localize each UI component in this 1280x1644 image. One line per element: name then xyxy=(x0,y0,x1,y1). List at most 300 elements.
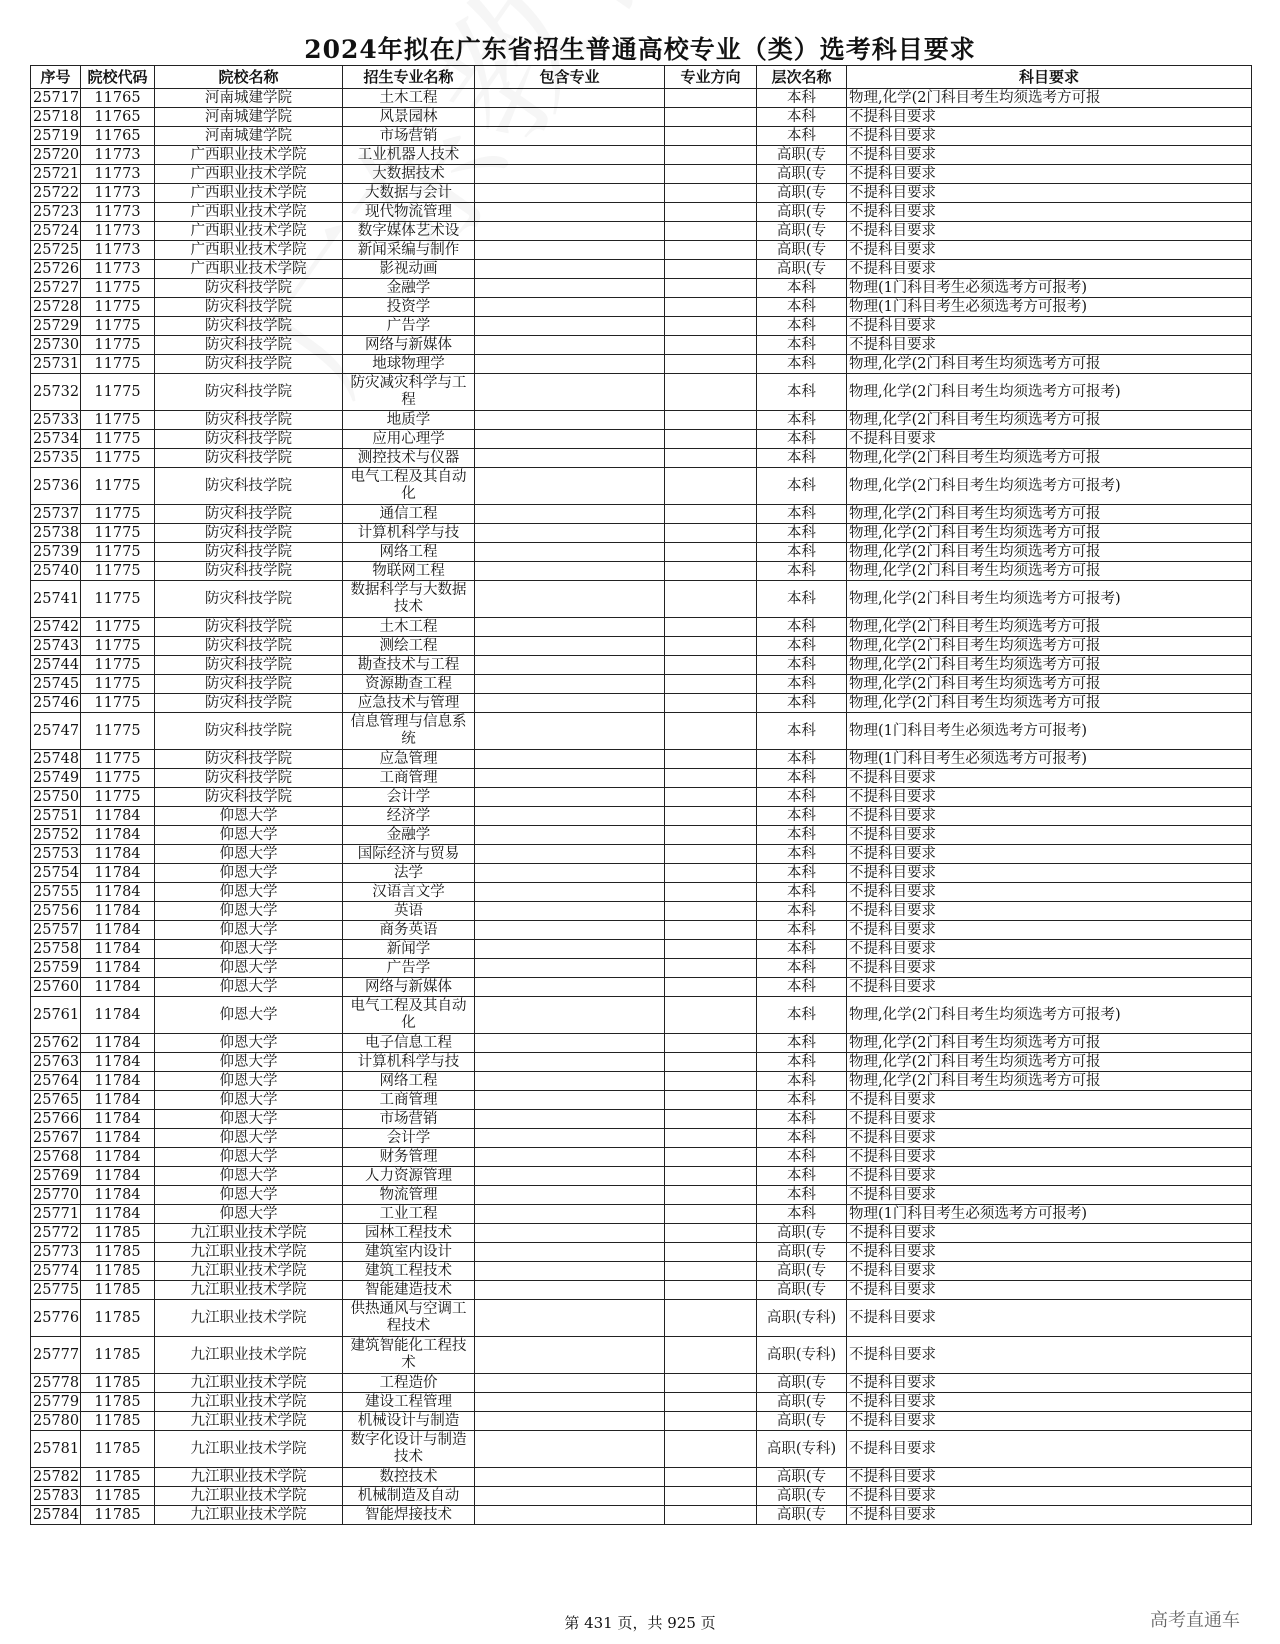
table-cell: 仰恩大学 xyxy=(155,883,343,902)
table-cell: 高职(专 xyxy=(757,184,847,203)
table-cell: 25718 xyxy=(31,108,81,127)
table-cell xyxy=(665,618,757,637)
table-cell xyxy=(665,1506,757,1525)
table-cell: 本科 xyxy=(757,1129,847,1148)
table-cell: 不提科目要求 xyxy=(847,826,1252,845)
table-cell: 高职(专科) xyxy=(757,1300,847,1337)
table-cell: 11775 xyxy=(81,675,155,694)
table-cell: 物理(1门科目考生必须选考方可报考) xyxy=(847,713,1252,750)
table-cell: 不提科目要求 xyxy=(847,1243,1252,1262)
table-cell: 25717 xyxy=(31,89,81,108)
table-cell: 测绘工程 xyxy=(343,637,475,656)
table-cell xyxy=(665,279,757,298)
table-cell: 物联网工程 xyxy=(343,562,475,581)
table-row xyxy=(31,1034,1252,1053)
table-cell xyxy=(665,355,757,374)
table-cell: 防灾科技学院 xyxy=(155,694,343,713)
table-cell: 风景园林 xyxy=(343,108,475,127)
table-cell: 河南城建学院 xyxy=(155,89,343,108)
table-cell: 11775 xyxy=(81,618,155,637)
table-cell: 不提科目要求 xyxy=(847,1224,1252,1243)
table-cell: 25765 xyxy=(31,1091,81,1110)
table-cell: 不提科目要求 xyxy=(847,769,1252,788)
table-cell: 25741 xyxy=(31,581,81,618)
table-cell xyxy=(665,902,757,921)
table-cell: 11785 xyxy=(81,1506,155,1525)
table-cell xyxy=(475,1281,665,1300)
table-cell: 广西职业技术学院 xyxy=(155,184,343,203)
table-cell: 25775 xyxy=(31,1281,81,1300)
table-cell: 防灾科技学院 xyxy=(155,411,343,430)
table-row xyxy=(31,1243,1252,1262)
table-cell: 25762 xyxy=(31,1034,81,1053)
table-cell: 不提科目要求 xyxy=(847,1129,1252,1148)
table-cell xyxy=(475,826,665,845)
table-cell: 25784 xyxy=(31,1506,81,1525)
table-cell: 11775 xyxy=(81,355,155,374)
table-cell: 25764 xyxy=(31,1072,81,1091)
table-cell: 25769 xyxy=(31,1167,81,1186)
table-cell xyxy=(475,1205,665,1224)
table-cell: 本科 xyxy=(757,1091,847,1110)
table-cell: 九江职业技术学院 xyxy=(155,1431,343,1468)
table-row xyxy=(31,317,1252,336)
table-cell xyxy=(475,902,665,921)
table-cell xyxy=(665,524,757,543)
table-cell: 本科 xyxy=(757,449,847,468)
table-cell: 本科 xyxy=(757,902,847,921)
table-cell xyxy=(665,807,757,826)
table-cell: 仰恩大学 xyxy=(155,1186,343,1205)
table-cell: 25737 xyxy=(31,505,81,524)
table-header-row xyxy=(31,66,1252,89)
table-cell: 11784 xyxy=(81,1091,155,1110)
table-cell xyxy=(475,1167,665,1186)
table-row xyxy=(31,203,1252,222)
table-cell: 商务英语 xyxy=(343,921,475,940)
table-cell xyxy=(475,997,665,1034)
table-row xyxy=(31,1148,1252,1167)
table-cell xyxy=(665,1468,757,1487)
table-cell: 仰恩大学 xyxy=(155,1110,343,1129)
table-cell: 建筑智能化工程技术 xyxy=(343,1337,475,1374)
table-cell xyxy=(475,581,665,618)
table-cell: 仰恩大学 xyxy=(155,1167,343,1186)
table-cell xyxy=(665,826,757,845)
table-cell: 物理,化学(2门科目考生均须选考方可报 xyxy=(847,505,1252,524)
table-cell: 25766 xyxy=(31,1110,81,1129)
table-row xyxy=(31,449,1252,468)
table-cell: 11784 xyxy=(81,1205,155,1224)
column-header: 院校名称 xyxy=(155,66,343,89)
table-cell: 应用心理学 xyxy=(343,430,475,449)
table-cell: 测控技术与仪器 xyxy=(343,449,475,468)
table-cell: 广告学 xyxy=(343,317,475,336)
column-header: 专业方向 xyxy=(665,66,757,89)
table-row xyxy=(31,543,1252,562)
table-cell xyxy=(475,241,665,260)
table-cell xyxy=(475,222,665,241)
table-cell: 不提科目要求 xyxy=(847,1262,1252,1281)
table-cell: 本科 xyxy=(757,1148,847,1167)
table-row xyxy=(31,146,1252,165)
table-row xyxy=(31,1262,1252,1281)
table-cell: 25753 xyxy=(31,845,81,864)
table-cell xyxy=(665,883,757,902)
table-cell: 25771 xyxy=(31,1205,81,1224)
table-cell: 不提科目要求 xyxy=(847,1167,1252,1186)
table-cell xyxy=(665,1205,757,1224)
table-cell: 投资学 xyxy=(343,298,475,317)
table-cell: 11773 xyxy=(81,184,155,203)
table-cell: 11784 xyxy=(81,807,155,826)
table-cell: 11784 xyxy=(81,1072,155,1091)
table-cell: 11784 xyxy=(81,940,155,959)
table-cell: 不提科目要求 xyxy=(847,978,1252,997)
table-cell: 地质学 xyxy=(343,411,475,430)
table-cell xyxy=(475,675,665,694)
table-row xyxy=(31,694,1252,713)
table-cell: 国际经济与贸易 xyxy=(343,845,475,864)
table-cell: 25768 xyxy=(31,1148,81,1167)
table-cell: 仰恩大学 xyxy=(155,959,343,978)
table-cell: 本科 xyxy=(757,675,847,694)
table-cell xyxy=(475,1053,665,1072)
table-cell: 金融学 xyxy=(343,826,475,845)
table-cell: 25783 xyxy=(31,1487,81,1506)
table-cell: 本科 xyxy=(757,826,847,845)
table-cell xyxy=(475,1300,665,1337)
table-cell: 工程造价 xyxy=(343,1374,475,1393)
table-cell: 本科 xyxy=(757,713,847,750)
table-cell: 25776 xyxy=(31,1300,81,1337)
table-cell: 工业工程 xyxy=(343,1205,475,1224)
table-cell: 11785 xyxy=(81,1431,155,1468)
table-cell: 不提科目要求 xyxy=(847,1468,1252,1487)
table-row xyxy=(31,524,1252,543)
table-cell: 防灾科技学院 xyxy=(155,675,343,694)
table-cell xyxy=(475,1034,665,1053)
table-cell: 11775 xyxy=(81,524,155,543)
table-cell xyxy=(475,864,665,883)
table-cell: 本科 xyxy=(757,864,847,883)
table-cell xyxy=(475,505,665,524)
table-cell: 经济学 xyxy=(343,807,475,826)
table-cell: 25728 xyxy=(31,298,81,317)
table-row xyxy=(31,468,1252,505)
table-cell: 11775 xyxy=(81,543,155,562)
table-cell: 25725 xyxy=(31,241,81,260)
table-cell: 本科 xyxy=(757,788,847,807)
table-row xyxy=(31,127,1252,146)
table-cell: 物理,化学(2门科目考生均须选考方可报 xyxy=(847,637,1252,656)
table-cell: 25758 xyxy=(31,940,81,959)
table-cell xyxy=(665,1487,757,1506)
table-row xyxy=(31,336,1252,355)
table-cell xyxy=(475,411,665,430)
table-cell: 25749 xyxy=(31,769,81,788)
table-cell: 物理(1门科目考生必须选考方可报考) xyxy=(847,279,1252,298)
table-cell: 11773 xyxy=(81,146,155,165)
table-cell: 25763 xyxy=(31,1053,81,1072)
table-cell: 物理,化学(2门科目考生均须选考方可报 xyxy=(847,675,1252,694)
table-row xyxy=(31,1129,1252,1148)
table-cell xyxy=(665,769,757,788)
table-cell: 仰恩大学 xyxy=(155,1034,343,1053)
table-cell: 仰恩大学 xyxy=(155,826,343,845)
table-row xyxy=(31,1167,1252,1186)
table-cell: 物理,化学(2门科目考生均须选考方可报 xyxy=(847,524,1252,543)
table-cell: 25742 xyxy=(31,618,81,637)
table-cell xyxy=(475,374,665,411)
table-cell: 不提科目要求 xyxy=(847,1300,1252,1337)
table-cell xyxy=(475,1412,665,1431)
table-cell: 11775 xyxy=(81,317,155,336)
table-row xyxy=(31,940,1252,959)
table-row xyxy=(31,222,1252,241)
table-cell xyxy=(665,864,757,883)
table-cell: 广西职业技术学院 xyxy=(155,241,343,260)
table-cell: 九江职业技术学院 xyxy=(155,1243,343,1262)
table-cell: 现代物流管理 xyxy=(343,203,475,222)
table-cell: 防灾科技学院 xyxy=(155,430,343,449)
table-cell: 高职(专 xyxy=(757,241,847,260)
table-cell: 地球物理学 xyxy=(343,355,475,374)
table-cell: 防灾科技学院 xyxy=(155,750,343,769)
table-cell: 25732 xyxy=(31,374,81,411)
table-cell xyxy=(475,203,665,222)
table-cell: 本科 xyxy=(757,336,847,355)
table-cell: 不提科目要求 xyxy=(847,108,1252,127)
table-cell: 九江职业技术学院 xyxy=(155,1374,343,1393)
table-cell: 不提科目要求 xyxy=(847,1487,1252,1506)
table-cell xyxy=(475,940,665,959)
table-cell: 本科 xyxy=(757,581,847,618)
table-cell: 金融学 xyxy=(343,279,475,298)
table-cell: 本科 xyxy=(757,505,847,524)
table-cell: 物理,化学(2门科目考生均须选考方可报 xyxy=(847,656,1252,675)
table-cell: 勘查技术与工程 xyxy=(343,656,475,675)
table-cell xyxy=(475,656,665,675)
table-cell: 本科 xyxy=(757,921,847,940)
table-cell: 通信工程 xyxy=(343,505,475,524)
table-cell: 防灾科技学院 xyxy=(155,637,343,656)
table-cell xyxy=(665,184,757,203)
table-cell: 物理,化学(2门科目考生均须选考方可报 xyxy=(847,411,1252,430)
table-cell: 不提科目要求 xyxy=(847,788,1252,807)
table-row xyxy=(31,713,1252,750)
table-cell xyxy=(475,1072,665,1091)
table-cell: 电气工程及其自动化 xyxy=(343,468,475,505)
table-cell: 市场营销 xyxy=(343,127,475,146)
table-cell xyxy=(475,355,665,374)
table-cell: 25770 xyxy=(31,1186,81,1205)
table-row xyxy=(31,581,1252,618)
table-cell: 25735 xyxy=(31,449,81,468)
table-row xyxy=(31,656,1252,675)
table-cell: 25727 xyxy=(31,279,81,298)
table-cell: 11775 xyxy=(81,430,155,449)
table-cell xyxy=(665,165,757,184)
table-cell: 物理,化学(2门科目考生均须选考方可报考) xyxy=(847,468,1252,505)
table-cell: 25738 xyxy=(31,524,81,543)
table-cell xyxy=(475,260,665,279)
table-cell: 高职(专 xyxy=(757,1281,847,1300)
table-cell: 不提科目要求 xyxy=(847,127,1252,146)
table-cell: 不提科目要求 xyxy=(847,1091,1252,1110)
table-cell: 本科 xyxy=(757,807,847,826)
table-cell: 高职(专科) xyxy=(757,1431,847,1468)
table-row xyxy=(31,1506,1252,1525)
table-cell: 大数据与会计 xyxy=(343,184,475,203)
table-cell: 九江职业技术学院 xyxy=(155,1506,343,1525)
table-cell: 建设工程管理 xyxy=(343,1393,475,1412)
table-cell: 九江职业技术学院 xyxy=(155,1412,343,1431)
table-cell: 不提科目要求 xyxy=(847,317,1252,336)
table-cell: 11775 xyxy=(81,788,155,807)
table-cell: 本科 xyxy=(757,279,847,298)
table-cell xyxy=(475,1148,665,1167)
table-cell xyxy=(665,1243,757,1262)
table-row xyxy=(31,618,1252,637)
table-cell xyxy=(665,146,757,165)
table-cell: 不提科目要求 xyxy=(847,1506,1252,1525)
table-cell: 广西职业技术学院 xyxy=(155,146,343,165)
table-cell: 11765 xyxy=(81,108,155,127)
table-cell: 25743 xyxy=(31,637,81,656)
table-cell: 物理,化学(2门科目考生均须选考方可报 xyxy=(847,562,1252,581)
column-header: 科目要求 xyxy=(847,66,1252,89)
table-cell: 大数据技术 xyxy=(343,165,475,184)
table-cell xyxy=(475,430,665,449)
table-cell xyxy=(665,108,757,127)
table-cell: 本科 xyxy=(757,298,847,317)
table-cell xyxy=(665,1034,757,1053)
table-cell: 河南城建学院 xyxy=(155,127,343,146)
table-cell xyxy=(665,1167,757,1186)
table-cell: 25719 xyxy=(31,127,81,146)
table-cell: 供热通风与空调工程技术 xyxy=(343,1300,475,1337)
table-cell: 仰恩大学 xyxy=(155,1148,343,1167)
table-cell xyxy=(475,978,665,997)
table-cell: 高职(专 xyxy=(757,1262,847,1281)
table-cell: 本科 xyxy=(757,127,847,146)
table-cell: 不提科目要求 xyxy=(847,940,1252,959)
table-cell xyxy=(475,1468,665,1487)
table-cell: 本科 xyxy=(757,694,847,713)
table-cell xyxy=(475,883,665,902)
table-cell: 11765 xyxy=(81,89,155,108)
table-cell xyxy=(475,1393,665,1412)
table-cell: 高职(专 xyxy=(757,1506,847,1525)
table-cell: 信息管理与信息系统 xyxy=(343,713,475,750)
table-cell xyxy=(665,845,757,864)
table-cell: 土木工程 xyxy=(343,618,475,637)
table-cell xyxy=(665,1412,757,1431)
table-cell: 人力资源管理 xyxy=(343,1167,475,1186)
table-cell: 不提科目要求 xyxy=(847,921,1252,940)
table-row xyxy=(31,1393,1252,1412)
table-cell: 防灾减灾科学与工程 xyxy=(343,374,475,411)
table-cell: 仰恩大学 xyxy=(155,902,343,921)
table-cell xyxy=(475,1374,665,1393)
table-cell: 本科 xyxy=(757,1186,847,1205)
brand-watermark: 高考直通车 xyxy=(1150,1610,1240,1631)
table-cell: 25733 xyxy=(31,411,81,430)
table-cell xyxy=(665,1186,757,1205)
table-cell: 本科 xyxy=(757,769,847,788)
table-cell: 计算机科学与技 xyxy=(343,1053,475,1072)
table-cell: 广西职业技术学院 xyxy=(155,222,343,241)
table-cell: 本科 xyxy=(757,978,847,997)
table-cell: 物理,化学(2门科目考生均须选考方可报 xyxy=(847,449,1252,468)
table-row xyxy=(31,1487,1252,1506)
table-row xyxy=(31,1186,1252,1205)
table-cell xyxy=(665,1262,757,1281)
table-cell: 建筑工程技术 xyxy=(343,1262,475,1281)
table-cell: 25744 xyxy=(31,656,81,675)
table-cell xyxy=(665,1129,757,1148)
table-cell: 25760 xyxy=(31,978,81,997)
data-table xyxy=(30,65,1252,1525)
table-cell: 11784 xyxy=(81,978,155,997)
table-row xyxy=(31,108,1252,127)
table-cell: 本科 xyxy=(757,430,847,449)
table-cell: 11785 xyxy=(81,1487,155,1506)
table-cell: 九江职业技术学院 xyxy=(155,1468,343,1487)
table-cell: 土木工程 xyxy=(343,89,475,108)
table-cell: 防灾科技学院 xyxy=(155,562,343,581)
table-cell: 不提科目要求 xyxy=(847,883,1252,902)
table-cell xyxy=(475,921,665,940)
table-cell: 工商管理 xyxy=(343,769,475,788)
table-cell: 网络工程 xyxy=(343,1072,475,1091)
table-cell: 物理,化学(2门科目考生均须选考方可报 xyxy=(847,355,1252,374)
table-cell xyxy=(665,694,757,713)
table-cell: 11784 xyxy=(81,1186,155,1205)
table-cell xyxy=(665,750,757,769)
table-cell: 广告学 xyxy=(343,959,475,978)
table-cell: 11784 xyxy=(81,1110,155,1129)
table-row xyxy=(31,355,1252,374)
table-cell: 11773 xyxy=(81,165,155,184)
table-cell xyxy=(475,146,665,165)
table-cell xyxy=(475,449,665,468)
table-cell xyxy=(665,1281,757,1300)
table-cell: 防灾科技学院 xyxy=(155,279,343,298)
table-cell xyxy=(665,562,757,581)
table-cell: 不提科目要求 xyxy=(847,430,1252,449)
table-row xyxy=(31,1431,1252,1468)
table-cell: 11785 xyxy=(81,1300,155,1337)
table-cell xyxy=(475,1262,665,1281)
table-cell: 工业机器人技术 xyxy=(343,146,475,165)
table-cell xyxy=(475,298,665,317)
table-cell: 财务管理 xyxy=(343,1148,475,1167)
table-row xyxy=(31,959,1252,978)
table-row xyxy=(31,864,1252,883)
table-row xyxy=(31,1300,1252,1337)
table-cell: 高职(专 xyxy=(757,222,847,241)
table-cell: 九江职业技术学院 xyxy=(155,1262,343,1281)
table-cell: 25761 xyxy=(31,997,81,1034)
table-cell: 25745 xyxy=(31,675,81,694)
table-cell: 11775 xyxy=(81,279,155,298)
table-cell xyxy=(665,543,757,562)
column-header: 序号 xyxy=(31,66,81,89)
table-row xyxy=(31,562,1252,581)
table-cell: 11773 xyxy=(81,241,155,260)
